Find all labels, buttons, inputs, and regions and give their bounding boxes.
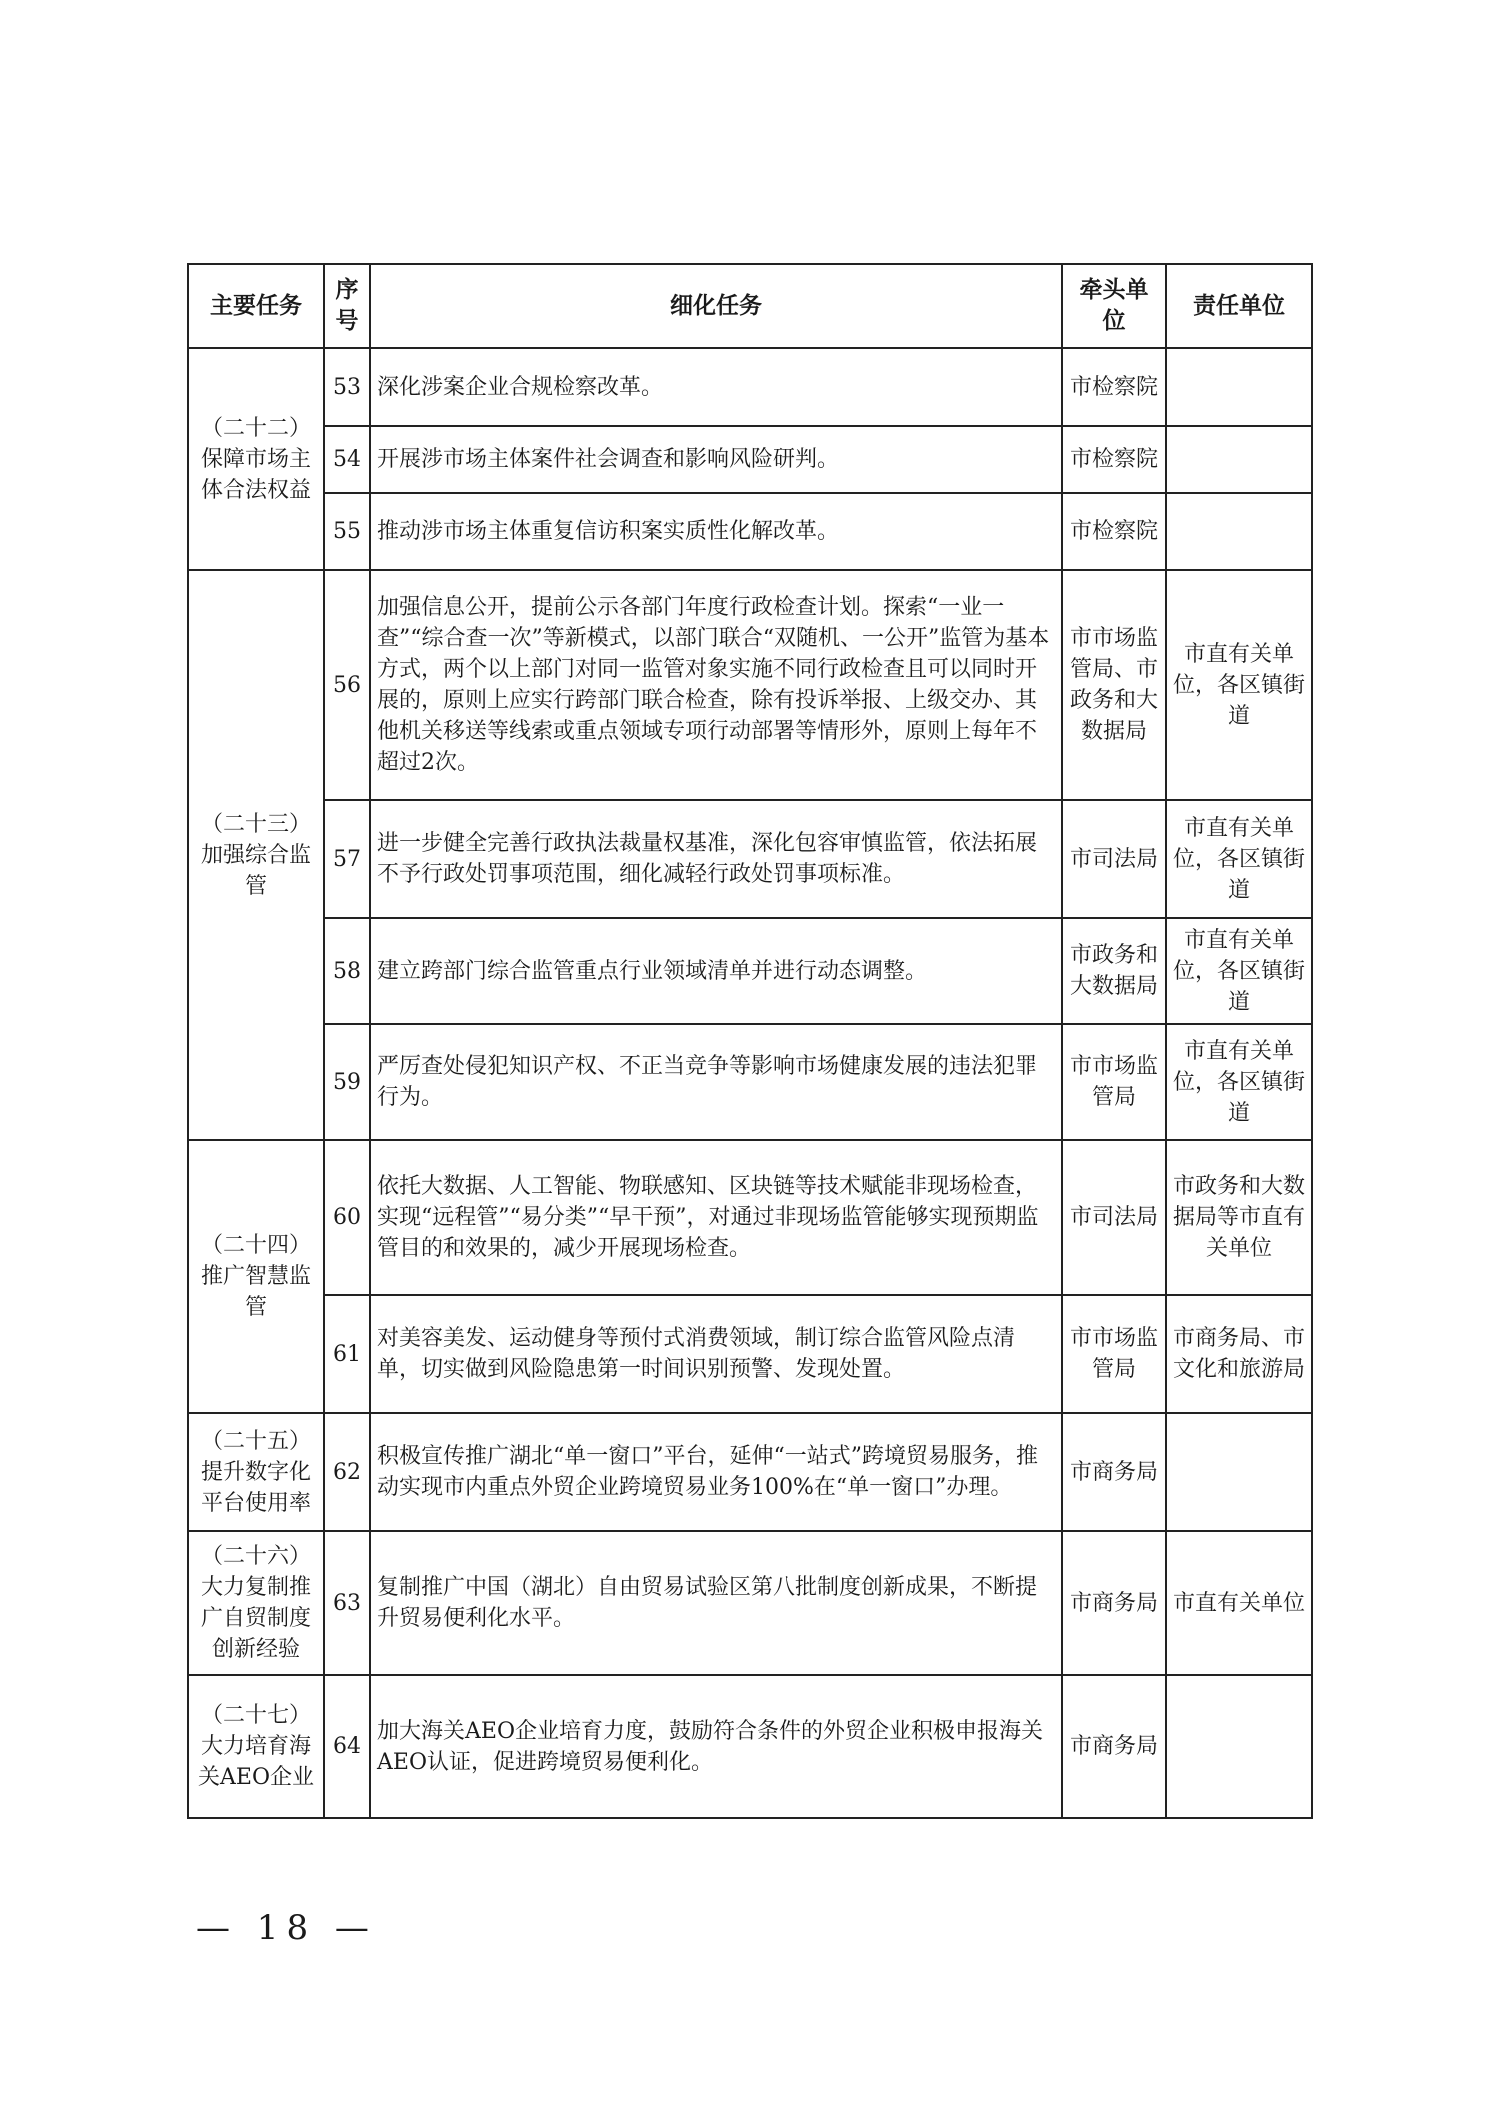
row-responsible-unit: 市直有关单位，各区镇街道: [1166, 918, 1312, 1024]
row-responsible-unit: [1166, 1675, 1312, 1818]
table-row: [188, 1140, 1312, 1295]
row-detail: 开展涉市场主体案件社会调查和影响风险研判。: [370, 426, 1062, 493]
table-row: [188, 1413, 1312, 1531]
row-number: 56: [324, 570, 370, 800]
table-row: [188, 348, 1312, 426]
header-responsible-unit: 责任单位: [1166, 264, 1312, 348]
row-detail: 深化涉案企业合规检察改革。: [370, 348, 1062, 426]
row-responsible-unit: 市直有关单位: [1166, 1531, 1312, 1675]
row-lead-unit: 市司法局: [1062, 1140, 1166, 1295]
header-detail-task: 细化任务: [370, 264, 1062, 348]
group-cell: （二十二）保障市场主体合法权益: [188, 348, 324, 570]
group-cell: （二十三）加强综合监管: [188, 570, 324, 1140]
row-detail: 对美容美发、运动健身等预付式消费领域，制订综合监管风险点清单，切实做到风险隐患第一时间识别预警、发现处置。: [370, 1295, 1062, 1413]
table-row: [188, 1531, 1312, 1675]
row-responsible-unit: 市商务局、市文化和旅游局: [1166, 1295, 1312, 1413]
row-detail: 积极宣传推广湖北“单一窗口”平台，延伸“一站式”跨境贸易服务，推动实现市内重点外贸企业跨境贸易业务100%在“单一窗口”办理。: [370, 1413, 1062, 1531]
row-responsible-unit: [1166, 348, 1312, 426]
header-lead-unit: 牵头单位: [1062, 264, 1166, 348]
row-detail: 进一步健全完善行政执法裁量权基准，深化包容审慎监管，依法拓展不予行政处罚事项范围，细化减轻行政处罚事项标准。: [370, 800, 1062, 918]
page-number: — 18 —: [196, 1908, 377, 1948]
row-number: 58: [324, 918, 370, 1024]
group-cell: （二十四）推广智慧监管: [188, 1140, 324, 1413]
row-number: 64: [324, 1675, 370, 1818]
row-detail: 建立跨部门综合监管重点行业领域清单并进行动态调整。: [370, 918, 1062, 1024]
row-detail: 加强信息公开，提前公示各部门年度行政检查计划。探索“一业一查”“综合查一次”等新模式，以部门联合“双随机、一公开”监管为基本方式，两个以上部门对同一监管对象实施不同行政检查且可以同时开展的，原则上应实行跨部门联合检查，除有投诉举报、上级交办、其他机关移送等线索或重点领域专项行动部署等情形外，原则上每年不超过2次。: [370, 570, 1062, 800]
row-detail: 加大海关AEO企业培育力度，鼓励符合条件的外贸企业积极申报海关AEO认证，促进跨境贸易便利化。: [370, 1675, 1062, 1818]
row-lead-unit: 市商务局: [1062, 1413, 1166, 1531]
row-responsible-unit: 市直有关单位，各区镇街道: [1166, 800, 1312, 918]
row-number: 57: [324, 800, 370, 918]
header-main-task: 主要任务: [188, 264, 324, 348]
group-cell: （二十七）大力培育海关AEO企业: [188, 1675, 324, 1818]
row-number: 60: [324, 1140, 370, 1295]
row-number: 54: [324, 426, 370, 493]
table-row: [188, 918, 1312, 1024]
group-cell: （二十五）提升数字化平台使用率: [188, 1413, 324, 1531]
row-lead-unit: 市市场监管局: [1062, 1024, 1166, 1140]
table-row: [188, 1675, 1312, 1818]
row-responsible-unit: [1166, 493, 1312, 570]
row-detail: 依托大数据、人工智能、物联感知、区块链等技术赋能非现场检查，实现“远程管”“易分类”“早干预”，对通过非现场监管能够实现预期监管目的和效果的，减少开展现场检查。: [370, 1140, 1062, 1295]
row-number: 62: [324, 1413, 370, 1531]
header-serial-line2: 号: [335, 308, 359, 334]
row-responsible-unit: 市直有关单位，各区镇街道: [1166, 570, 1312, 800]
row-detail: 严厉查处侵犯知识产权、不正当竞争等影响市场健康发展的违法犯罪行为。: [370, 1024, 1062, 1140]
table-row: [188, 426, 1312, 493]
table-row: [188, 493, 1312, 570]
row-responsible-unit: [1166, 1413, 1312, 1531]
row-lead-unit: 市商务局: [1062, 1675, 1166, 1818]
row-responsible-unit: 市直有关单位，各区镇街道: [1166, 1024, 1312, 1140]
group-cell: （二十六）大力复制推广自贸制度创新经验: [188, 1531, 324, 1675]
table-row: [188, 800, 1312, 918]
header-serial-line1: 序: [335, 277, 359, 303]
row-number: 61: [324, 1295, 370, 1413]
header-row: [188, 264, 1312, 348]
row-detail: 推动涉市场主体重复信访积案实质性化解改革。: [370, 493, 1062, 570]
row-lead-unit: 市市场监管局、市政务和大数据局: [1062, 570, 1166, 800]
row-number: 55: [324, 493, 370, 570]
table-row: [188, 1024, 1312, 1140]
row-lead-unit: 市商务局: [1062, 1531, 1166, 1675]
row-detail: 复制推广中国（湖北）自由贸易试验区第八批制度创新成果，不断提升贸易便利化水平。: [370, 1531, 1062, 1675]
header-serial-number: [324, 264, 370, 348]
row-number: 53: [324, 348, 370, 426]
row-lead-unit: 市市场监管局: [1062, 1295, 1166, 1413]
row-lead-unit: 市检察院: [1062, 348, 1166, 426]
table-row: [188, 570, 1312, 800]
task-table: [187, 263, 1313, 1819]
row-lead-unit: 市司法局: [1062, 800, 1166, 918]
row-lead-unit: 市政务和大数据局: [1062, 918, 1166, 1024]
row-responsible-unit: 市政务和大数据局等市直有关单位: [1166, 1140, 1312, 1295]
row-number: 59: [324, 1024, 370, 1140]
row-lead-unit: 市检察院: [1062, 426, 1166, 493]
table-row: [188, 1295, 1312, 1413]
row-responsible-unit: [1166, 426, 1312, 493]
row-lead-unit: 市检察院: [1062, 493, 1166, 570]
row-number: 63: [324, 1531, 370, 1675]
